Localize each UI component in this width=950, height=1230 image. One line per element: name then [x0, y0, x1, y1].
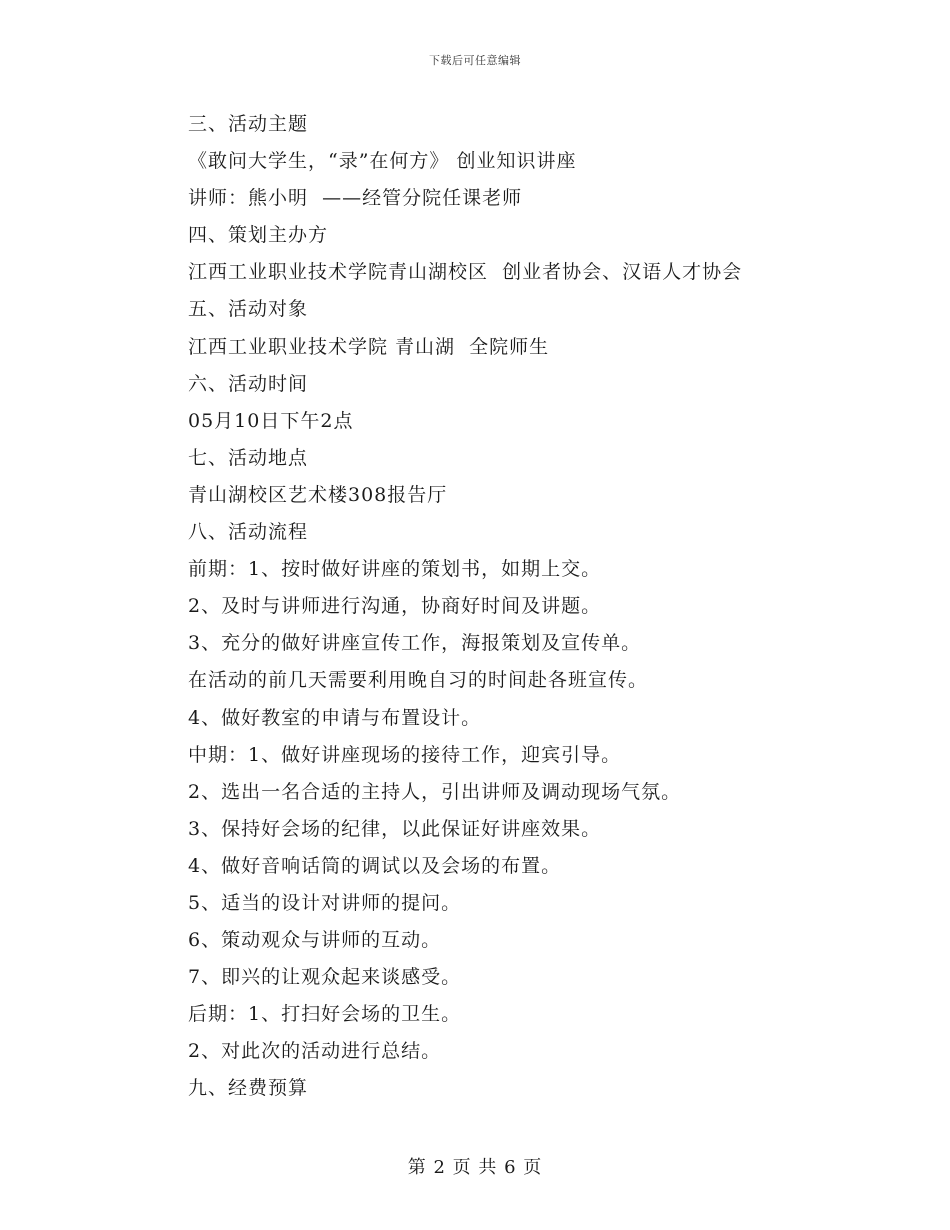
process-item: 7、即兴的让观众起来谈感受。 [188, 966, 462, 989]
process-item: 5、适当的设计对讲师的提问。 [188, 891, 462, 914]
section-heading-theme: 三、活动主题 [188, 113, 309, 135]
lecture-title: 《敢问大学生，“录”在何方》 创业知识讲座 [188, 150, 577, 173]
header-note: 下载后可任意编辑 [429, 54, 521, 67]
section-heading-process: 八、活动流程 [188, 521, 309, 544]
section-heading-audience: 五、活动对象 [188, 298, 309, 321]
lecturer-line: 讲师：熊小明 ——经管分院任课老师 [188, 187, 523, 210]
process-item: 6、策动观众与讲师的互动。 [188, 929, 442, 952]
page-footer [0, 1153, 950, 1179]
process-item: 后期：1、打扫好会场的卫生。 [188, 1003, 462, 1026]
process-item: 2、及时与讲师进行沟通，协商好时间及讲题。 [188, 595, 602, 618]
page-number: 第 2 页 共 6 页 [407, 1157, 543, 1178]
process-item: 中期：1、做好讲座现场的接待工作，迎宾引导。 [188, 743, 622, 766]
section-heading-location: 七、活动地点 [188, 446, 309, 469]
process-item: 2、对此次的活动进行总结。 [188, 1040, 442, 1063]
process-item: 前期：1、按时做好讲座的策划书，如期上交。 [188, 558, 602, 581]
process-item: 4、做好教室的申请与布置设计。 [188, 706, 482, 729]
process-item: 在活动的前几天需要利用晚自习的时间赴各班宣传。 [188, 669, 649, 692]
process-item: 3、充分的做好讲座宣传工作，海报策划及宣传单。 [188, 632, 642, 655]
organizer-line: 江西工业职业技术学院青山湖校区 创业者协会、汉语人才协会 [188, 261, 743, 284]
audience-line: 江西工业职业技术学院 青山湖 全院师生 [188, 335, 550, 358]
document-body [188, 106, 828, 1108]
time-line: 05月10日下午2点 [188, 409, 354, 432]
location-line: 青山湖校区艺术楼308报告厅 [188, 483, 448, 506]
section-heading-organizer: 四、策划主办方 [188, 224, 329, 247]
process-item: 2、选出一名合适的主持人，引出讲师及调动现场气氛。 [188, 780, 682, 803]
section-heading-budget: 九、经费预算 [188, 1077, 309, 1100]
process-item: 4、做好音响话筒的调试以及会场的布置。 [188, 854, 562, 877]
process-item: 3、保持好会场的纪律，以此保证好讲座效果。 [188, 817, 602, 840]
section-heading-time: 六、活动时间 [188, 372, 309, 395]
